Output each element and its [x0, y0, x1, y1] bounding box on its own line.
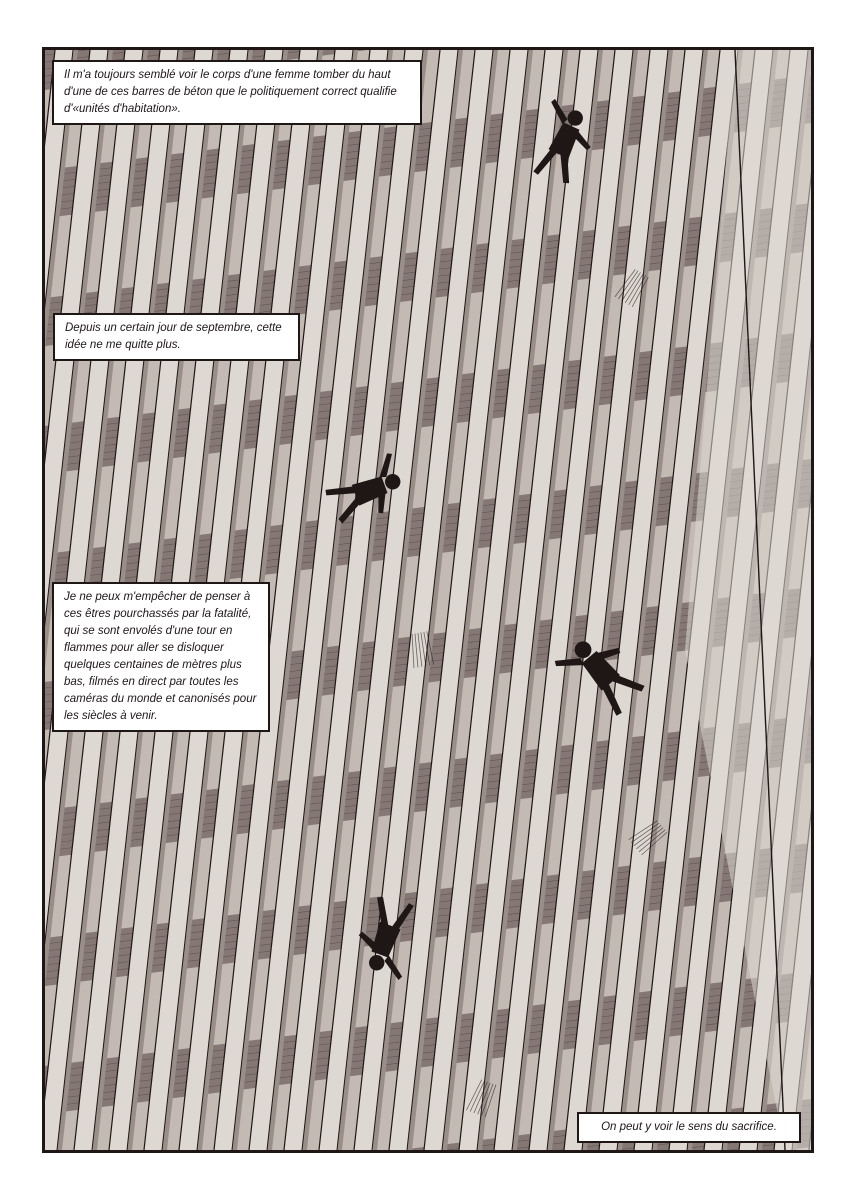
caption-september	[53, 313, 300, 361]
caption-sacrifice	[577, 1112, 801, 1143]
caption-fall-line-5: quelques centaines de mètres plus	[64, 659, 242, 671]
caption-september-line-1: Depuis un certain jour de septembre, cette	[65, 322, 282, 334]
caption-fall-line-8: les siècles à venir.	[64, 710, 158, 722]
caption-fall-line-2: ces êtres pourchassés par la fatalité,	[64, 608, 252, 620]
caption-fall	[52, 582, 270, 732]
caption-september-line-2: idée ne me quitte plus.	[65, 339, 181, 351]
caption-fall-line-3: qui se sont envolés d'une tour en	[64, 625, 233, 637]
caption-fall-line-1: Je ne peux m'empêcher de penser à	[64, 591, 251, 603]
caption-sacrifice-line-1: On peut y voir le sens du sacrifice.	[601, 1121, 777, 1133]
caption-fall-line-4: flammes pour aller se disloquer	[64, 642, 224, 654]
caption-top-line-1: Il m'a toujours semblé voir le corps d'une femme tomber du haut	[64, 69, 391, 81]
caption-fall-line-7: caméras du monde et canonisés pour	[64, 693, 257, 705]
caption-top-line-3: d'«unités d'habitation».	[64, 103, 181, 115]
caption-top	[52, 60, 422, 125]
caption-fall-line-6: bas, filmés en direct par toutes les	[64, 676, 239, 688]
caption-top-line-2: d'une de ces barres de béton que le politiquement correct qualifie	[64, 86, 397, 98]
